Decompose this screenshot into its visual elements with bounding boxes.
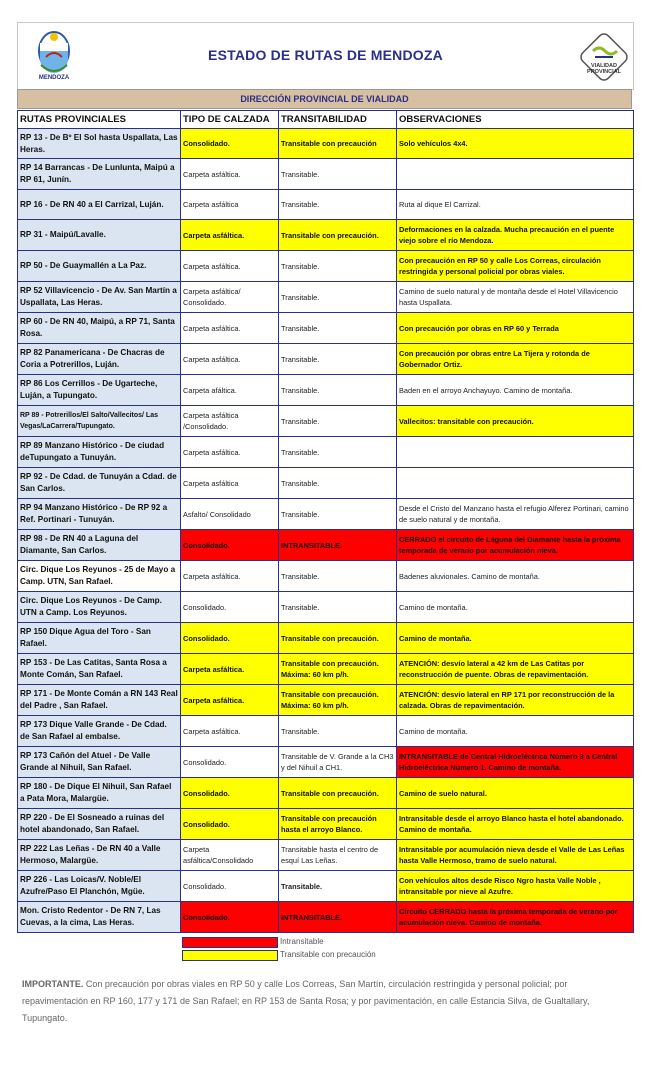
road-cell: RP 226 - Las Loicas/V. Noble/El Azufre/Paso El Planchón, Mgüe. — [18, 871, 181, 902]
observations-cell: Desde el Cristo del Manzano hasta el refugio Alferez Portinari, camino de suelo natural y de montaña. — [397, 499, 634, 530]
observations-cell — [397, 159, 634, 190]
table-row — [18, 592, 634, 623]
observations-cell: Camino de montaña. — [397, 716, 634, 747]
surface-cell: Consolidado. — [181, 902, 279, 933]
road-status-card — [17, 22, 634, 959]
table-row — [18, 375, 634, 406]
road-cell: Circ. Dique Los Reyunos - 25 de Mayo a Camp. UTN, San Rafael. — [18, 561, 181, 592]
observations-cell: ATENCIÓN: desvío lateral en RP 171 por reconstrucción de la calzada. Obras de repavimentación. — [397, 685, 634, 716]
status-cell: Transitable hasta el centro de esquí Las Leñas. — [279, 840, 397, 871]
status-cell: Transitable con precaución hasta el arroyo Blanco. — [279, 809, 397, 840]
vialidad-logo — [578, 31, 630, 83]
table-row — [18, 902, 634, 933]
surface-cell: Consolidado. — [181, 623, 279, 654]
observations-cell: Con vehículos altos desde Risco Ngro hasta Valle Noble , intransitable por nieve al Azufre. — [397, 871, 634, 902]
surface-cell: Consolidado. — [181, 809, 279, 840]
observations-cell: Camino de suelo natural y de montaña desde el Hotel Villavicencio hasta Uspallata. — [397, 282, 634, 313]
observations-cell: Vallecitos: transitable con precaución. — [397, 406, 634, 437]
vialidad-sub-label: PROVINCIAL — [587, 69, 621, 75]
surface-cell: Carpeta asfáltica — [181, 190, 279, 220]
table-row — [18, 530, 634, 561]
status-cell: Transitable con precaución — [279, 129, 397, 159]
observations-cell: Solo vehículos 4x4. — [397, 129, 634, 159]
road-cell: RP 220 - De El Sosneado a ruinas del hotel abandonado, San Rafael. — [18, 809, 181, 840]
observations-cell — [397, 468, 634, 499]
status-cell: Transitable con precaución. Máxima: 60 km p/h. — [279, 654, 397, 685]
status-cell: Transitable con precaución. Máxima: 60 km p/h. — [279, 685, 397, 716]
observations-cell: Intransitable por acumulación nieva desde el Valle de Las Leñas hasta Valle Hermoso, tramo de suelo natural. — [397, 840, 634, 871]
observations-cell: Camino de montaña. — [397, 623, 634, 654]
status-cell: Transitable. — [279, 468, 397, 499]
surface-cell: Carpeta asfáltica/Consolidado — [181, 840, 279, 871]
road-cell: RP 150 Dique Agua del Toro - San Rafael. — [18, 623, 181, 654]
status-cell: Transitable. — [279, 437, 397, 468]
surface-cell: Carpeta asfáltica. — [181, 561, 279, 592]
road-cell: RP 98 - De RN 40 a Laguna del Diamante, San Carlos. — [18, 530, 181, 561]
road-cell: RP 50 - De Guaymallén a La Paz. — [18, 251, 181, 282]
status-cell: Transitable. — [279, 313, 397, 344]
table-row — [18, 406, 634, 437]
surface-cell: Asfalto/ Consolidado — [181, 499, 279, 530]
surface-cell: Carpeta afáltica. — [181, 375, 279, 406]
surface-cell: Consolidado. — [181, 129, 279, 159]
status-cell: Transitable. — [279, 282, 397, 313]
road-cell: RP 89 Manzano Histórico - De ciudad deTupungato a Tunuyán. — [18, 437, 181, 468]
mendoza-shield-logo — [32, 29, 76, 85]
table-row — [18, 437, 634, 468]
road-cell: RP 222 Las Leñas - De RN 40 a Valle Hermoso, Malargüe. — [18, 840, 181, 871]
page-title: ESTADO DE RUTAS DE MENDOZA — [208, 47, 443, 63]
observations-cell: INTRANSITABLE de Central Hidroeléctrica Número 3 a Central Hidroeléctrica Número 1. Camino de montaña. — [397, 747, 634, 778]
road-cell: RP 60 - De RN 40, Maipú, a RP 71, Santa Rosa. — [18, 313, 181, 344]
table-row — [18, 468, 634, 499]
status-cell: Transitable. — [279, 344, 397, 375]
surface-cell: Consolidado. — [181, 592, 279, 623]
road-cell: RP 180 - De Dique El Nihuil, San Rafael a Pata Mora, Malargüe. — [18, 778, 181, 809]
shield-icon — [32, 29, 76, 75]
note-lead: IMPORTANTE. — [22, 979, 84, 989]
observations-cell: Ruta al dique El Carrizal. — [397, 190, 634, 220]
table-row — [18, 159, 634, 190]
report-header — [17, 22, 634, 90]
road-cell: RP 16 - De RN 40 a El Carrizal, Luján. — [18, 190, 181, 220]
observations-cell — [397, 437, 634, 468]
vialidad-label: VIALIDAD — [591, 63, 617, 69]
status-cell: Transitable con precaución. — [279, 623, 397, 654]
observations-cell: Circuito CERRADO hasta la próxima temporada de verano por acumulación nieva. Camino de montaña. — [397, 902, 634, 933]
status-cell: Transitable con precaución. — [279, 220, 397, 251]
observations-cell: Con precaución por obras entre La Tijera y rotonda de Gobernador Ortiz. — [397, 344, 634, 375]
surface-cell: Carpeta asfáltica. — [181, 251, 279, 282]
surface-cell: Carpeta asfáltica. — [181, 716, 279, 747]
observations-cell: Intransitable desde el arroyo Blanco hasta el hotel abandonado. Camino de montaña. — [397, 809, 634, 840]
status-cell: Transitable de V. Grande a la CH3 y del Nihuil a CH1. — [279, 747, 397, 778]
legend-label: Intransitable — [280, 937, 324, 946]
table-row — [18, 747, 634, 778]
table-row — [18, 220, 634, 251]
surface-cell: Carpeta asfáltica. — [181, 344, 279, 375]
table-header-row — [18, 111, 634, 129]
table-row — [18, 313, 634, 344]
road-cell: RP 153 - De Las Catitas, Santa Rosa a Monte Comán, San Rafael. — [18, 654, 181, 685]
roads-status-table — [17, 110, 634, 933]
table-row — [18, 190, 634, 220]
mendoza-label: MENDOZA — [38, 75, 70, 81]
surface-cell: Carpeta asfáltica. — [181, 437, 279, 468]
note-text: Con precaución por obras viales en RP 50 y calle Los Correas, San Martín, circulación restringida y personal policial; por repavimentación en RP 160, 177 y 171 de San Rafael; en RP 153 de Santa Rosa; y por pavimentación, en calle Estancia Silva, de Gualtallary, Tupungato. — [22, 979, 590, 1023]
observations-cell: Con precaución en RP 50 y calle Los Correas, circulación restringida y personal policial por obras viales. — [397, 251, 634, 282]
table-row — [18, 716, 634, 747]
surface-cell: Carpeta asfáltica. — [181, 313, 279, 344]
table-row — [18, 129, 634, 159]
status-cell: Transitable. — [279, 406, 397, 437]
legend-swatch-red — [182, 937, 278, 948]
table-row — [18, 840, 634, 871]
road-cell: RP 13 - De Bº El Sol hasta Uspallata, Las Heras. — [18, 129, 181, 159]
status-cell: INTRANSITABLE. — [279, 530, 397, 561]
legend-label: Transitable con precaución — [280, 950, 376, 959]
surface-cell: Carpeta asfáltica. — [181, 220, 279, 251]
observations-cell: Camino de suelo natural. — [397, 778, 634, 809]
vialidad-diamond-icon — [578, 31, 630, 83]
observations-cell: Camino de montaña. — [397, 592, 634, 623]
road-cell: RP 82 Panamericana - De Chacras de Coria a Potrerillos, Luján. — [18, 344, 181, 375]
color-legend — [182, 936, 442, 962]
table-row — [18, 778, 634, 809]
surface-cell: Consolidado. — [181, 530, 279, 561]
col-header-surface: TIPO DE CALZADA — [181, 111, 279, 129]
agency-band: DIRECCIÓN PROVINCIAL DE VIALIDAD — [17, 89, 632, 109]
road-cell: RP 173 Cañón del Atuel - De Valle Grande al Nihuil, San Rafael. — [18, 747, 181, 778]
road-cell: RP 171 - De Monte Comán a RN 143 Real del Padre , San Rafael. — [18, 685, 181, 716]
status-cell: Transitable. — [279, 716, 397, 747]
legend-item-precaucion — [182, 949, 442, 962]
col-header-status: TRANSITABILIDAD — [279, 111, 397, 129]
status-cell: Transitable. — [279, 561, 397, 592]
road-cell: Circ. Dique Los Reyunos - De Camp. UTN a Camp. Los Reyunos. — [18, 592, 181, 623]
status-cell: Transitable. — [279, 499, 397, 530]
surface-cell: Consolidado. — [181, 871, 279, 902]
road-cell: RP 94 Manzano Histórico - De RP 92 a Ref. Portinari - Tunuyán. — [18, 499, 181, 530]
road-cell: RP 173 Dique Valle Grande - De Cdad. de San Rafael al embalse. — [18, 716, 181, 747]
road-cell: Mon. Cristo Redentor - De RN 7, Las Cuevas, a la cima, Las Heras. — [18, 902, 181, 933]
surface-cell: Carpeta asfáltica/ Consolidado. — [181, 282, 279, 313]
status-cell: Transitable. — [279, 190, 397, 220]
table-row — [18, 561, 634, 592]
road-cell: RP 86 Los Cerrillos - De Ugarteche, Luján, a Tupungato. — [18, 375, 181, 406]
status-cell: Transitable. — [279, 592, 397, 623]
legend-item-intransitable — [182, 936, 442, 949]
status-cell: Transitable. — [279, 159, 397, 190]
table-row — [18, 654, 634, 685]
road-cell: RP 31 - Maipú/Lavalle. — [18, 220, 181, 251]
road-cell: RP 52 Villavicencio - De Av. San Martín a Uspallata, Las Heras. — [18, 282, 181, 313]
table-body — [18, 129, 634, 933]
table-row — [18, 499, 634, 530]
legend-swatch-yellow — [182, 950, 278, 961]
status-cell: Transitable con precaución. — [279, 778, 397, 809]
status-cell: INTRANSITABLE. — [279, 902, 397, 933]
status-cell: Transitable. — [279, 251, 397, 282]
col-header-observations: OBSERVACIONES — [397, 111, 634, 129]
observations-cell: ATENCIÓN: desvío lateral a 42 km de Las Catitas por reconstrucción de puente. Obras de repavimentación. — [397, 654, 634, 685]
surface-cell: Carpeta asfáltica. — [181, 685, 279, 716]
surface-cell: Consolidado. — [181, 778, 279, 809]
status-cell: Transitable. — [279, 871, 397, 902]
surface-cell: Carpeta asfáltica. — [181, 654, 279, 685]
table-row — [18, 809, 634, 840]
table-row — [18, 251, 634, 282]
table-row — [18, 685, 634, 716]
observations-cell: Con precaución por obras en RP 60 y Terrada — [397, 313, 634, 344]
road-cell: RP 92 - De Cdad. de Tunuyán a Cdad. de San Carlos. — [18, 468, 181, 499]
road-cell: RP 14 Barrancas - De Lunlunta, Maipú a RP 61, Junín. — [18, 159, 181, 190]
status-cell: Transitable. — [279, 375, 397, 406]
observations-cell: CERRADO el circuito de Laguna del Diamante hasta la próxima temporada de verano por acumulación nieva. — [397, 530, 634, 561]
surface-cell: Carpeta asfáltica — [181, 468, 279, 499]
road-cell: RP 89 - Potrerillos/El Salto/Vallecitos/ Las Vegas/LaCarrera/Tupungato. — [18, 406, 181, 437]
col-header-road: RUTAS PROVINCIALES — [18, 111, 181, 129]
observations-cell: Deformaciones en la calzada. Mucha precaución en el puente viejo sobre el río Mendoza. — [397, 220, 634, 251]
table-row — [18, 344, 634, 375]
surface-cell: Carpeta asfáltica. — [181, 159, 279, 190]
table-row — [18, 623, 634, 654]
observations-cell: Badenes aluvionales. Camino de montaña. — [397, 561, 634, 592]
observations-cell: Baden en el arroyo Anchayuyo. Camino de montaña. — [397, 375, 634, 406]
surface-cell: Consolidado. — [181, 747, 279, 778]
important-note — [22, 976, 622, 1027]
table-row — [18, 871, 634, 902]
table-row — [18, 282, 634, 313]
surface-cell: Carpeta asfáltica /Consolidado. — [181, 406, 279, 437]
